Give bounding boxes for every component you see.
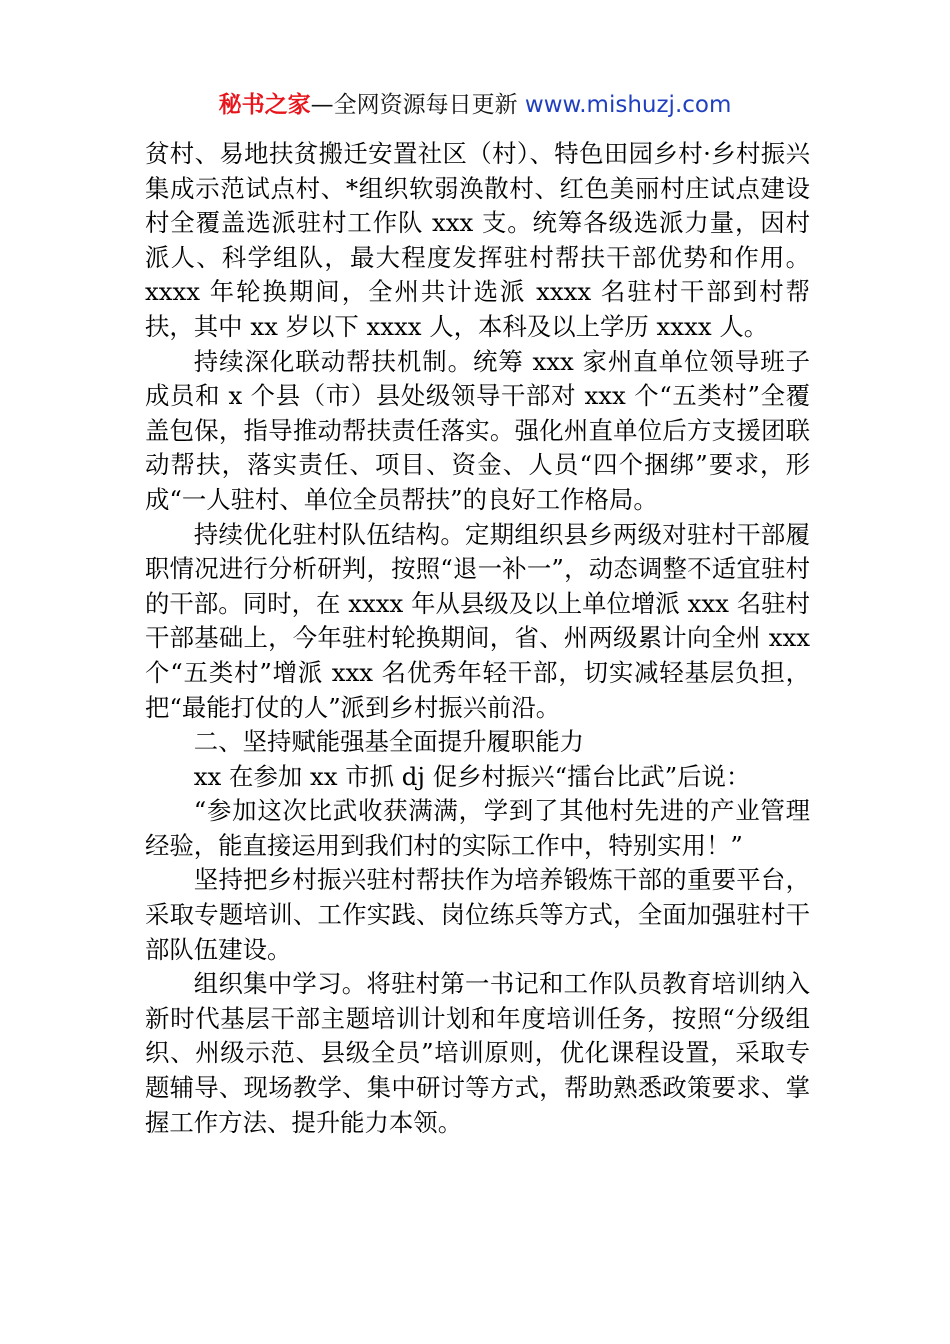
site-brand: 秘书之家	[218, 92, 311, 118]
paragraph: 持续优化驻村队伍结构。定期组织县乡两级对驻村干部履职情况进行分析研判，按照“退一补一”，动态调整不适宜驻村的干部。同时，在 xxxx 年从县级及以上单位增派 xxx 名驻村干部基础上，今年驻村轮换期间，省、州两级累计向全州 xxx 个“五类村”增派 xxx 名优秀年轻干部，切实减轻基层负担，把“最能打仗的人”派到乡村振兴前沿。	[145, 519, 810, 722]
header-tagline: 全网资源每日更新	[333, 92, 518, 118]
paragraph: 持续深化联动帮扶机制。统筹 xxx 家州直单位领导班子成员和 x 个县（市）县处级领导干部对 xxx 个“五类村”全覆盖包保，指导推动帮扶责任落实。强化州直单位后方支援团联动帮扶，落实责任、项目、资金、人员“四个捆绑”要求，形成“一人驻村、单位全员帮扶”的良好工作格局。	[145, 346, 810, 514]
paragraph: 组织集中学习。将驻村第一书记和工作队员教育培训纳入新时代基层干部主题培训计划和年度培训任务，按照“分级组织、州级示范、县级全员”培训原则，优化课程设置，采取专题辅导、现场教学、集中研讨等方式，帮助熟悉政策要求、掌握工作方法、提升能力本领。	[145, 969, 810, 1137]
paragraph: 坚持把乡村振兴驻村帮扶作为培养锻炼干部的重要平台，采取专题培训、工作实践、岗位练兵等方式，全面加强驻村干部队伍建设。	[145, 865, 810, 964]
paragraph-continued: 贫村、易地扶贫搬迁安置社区（村）、特色田园乡村·乡村振兴集成示范试点村、*组织软弱涣散村、红色美丽村庄试点建设村全覆盖选派驻村工作队 xxx 支。统筹各级选派力量，因村派人、科学组队，最大程度发挥驻村帮扶干部优势和作用。xxxx 年轮换期间，全州共计选派 xxxx 名驻村干部到村帮扶，其中 xx 岁以下 xxxx 人，本科及以上学历 xxxx 人。	[145, 139, 810, 341]
document-body	[145, 137, 810, 1140]
site-header	[0, 88, 950, 122]
section-heading: 二、坚持赋能强基全面提升履职能力	[193, 727, 585, 757]
site-url-link[interactable]: www.mishuzj.com	[524, 92, 732, 118]
quote-paragraph: “参加这次比武收获满满，学到了其他村先进的产业管理经验，能直接运用到我们村的实际工作中，特别实用！”	[145, 796, 810, 860]
paragraph: xx 在参加 xx 市抓 dj 促乡村振兴“擂台比武”后说：	[193, 761, 751, 791]
header-dash: —	[310, 92, 334, 118]
